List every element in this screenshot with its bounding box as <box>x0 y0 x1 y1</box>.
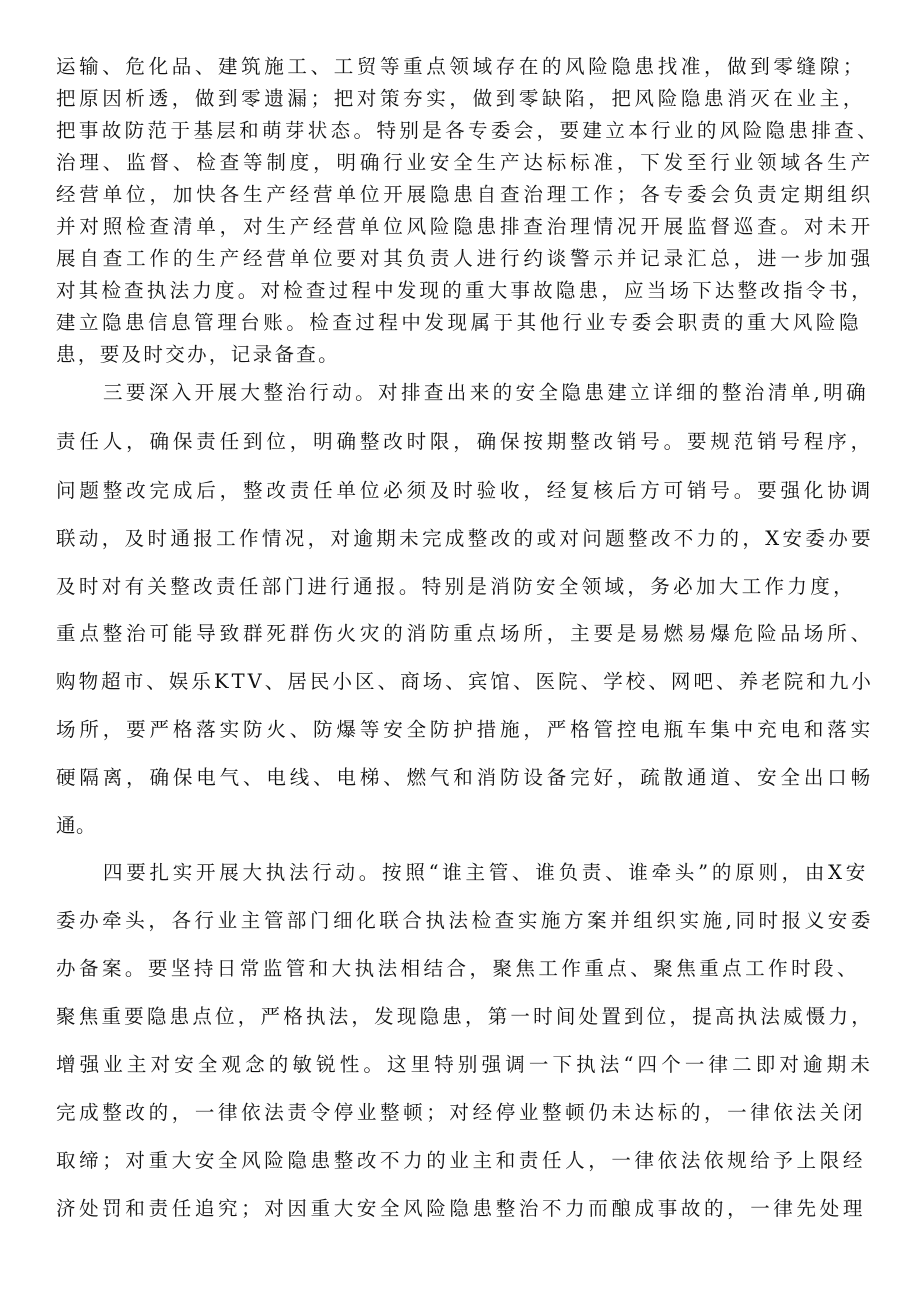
text-line: 联动，及时通报工作情况，对逾期未完成整改的或对问题整改不力的，X安委办要 <box>56 527 874 550</box>
text-line: 完成整改的，一律依法责令停业整顿；对经停业整顿仍未达标的，一律依法关闭 <box>56 1101 866 1124</box>
text-line: 患，要及时交办，记录备查。 <box>56 343 340 366</box>
text-line: 四要扎实开展大执法行动。按照“谁主管、谁负责、谁牵头”的原则，由X安 <box>103 861 869 884</box>
text-line: 委办牵头，各行业主管部门细化联合执法检查实施方案并组织实施,同时报义安委 <box>56 909 874 932</box>
text-line: 办备案。要坚持日常监管和大执法相结合，聚焦工作重点、聚焦重点工作时段、 <box>56 957 860 980</box>
text-line: 购物超市、娱乐KTV、居民小区、商场、宾馆、医院、学校、网吧、养老院和九小 <box>56 670 874 693</box>
text-line: 对其检查执法力度。对检查过程中发现的重大事故隐患，应当场下达整改指令书， <box>56 279 874 302</box>
text-line: 增强业主对安全观念的敏锐性。这里特别强调一下执法“四个一律二即对逾期未 <box>56 1053 874 1076</box>
text-line: 重点整治可能导致群死群伤火灾的消防重点场所，主要是易燃易爆危险品场所、 <box>56 622 874 645</box>
text-line: 运输、危化品、建筑施工、工贸等重点领域存在的风险隐患找准，做到零缝隙； <box>56 55 866 78</box>
text-line: 及时对有关整改责任部门进行通报。特别是消防安全领域，务必加大工作力度， <box>56 575 856 598</box>
text-line: 治理、监督、检查等制度，明确行业安全生产达标标准，下发至行业领域各生产 <box>56 151 874 174</box>
text-line: 建立隐患信息管理台账。检查过程中发现属于其他行业专委会职责的重大风险隐 <box>56 311 862 334</box>
text-line: 并对照检查清单，对生产经营单位风险隐患排查治理情况开展监督巡查。对未开 <box>56 215 874 238</box>
text-line: 把原因析透，做到零遗漏；把对策夯实，做到零缺陷，把风险隐患消灭在业主， <box>56 87 866 110</box>
text-line: 场所，要严格落实防火、防爆等安全防护措施，严格管控电瓶车集中充电和落实 <box>56 718 874 741</box>
text-line: 责任人，确保责任到位，明确整改时限，确保按期整改销号。要规范销号程序， <box>56 430 874 453</box>
text-line: 展自查工作的生产经营单位要对其负责人进行约谈警示并记录汇总，进一步加强 <box>56 247 874 270</box>
text-line: 把事故防范于基层和萌芽状态。特别是各专委会，要建立本行业的风险隐患排查、 <box>56 119 880 142</box>
text-line: 济处罚和责任追究；对因重大安全风险隐患整治不力而酿成事故的，一律先处理 <box>56 1197 866 1220</box>
text-line: 经营单位，加快各生产经营单位开展隐患自查治理工作；各专委会负责定期组织 <box>56 183 874 206</box>
text-line: 三要深入开展大整治行动。对排查出来的安全隐患建立详细的整治清单,明确 <box>103 381 869 404</box>
text-line: 聚焦重要隐患点位，严格执法，发现隐患，第一时间处置到位，提高执法威慑力， <box>56 1005 874 1028</box>
text-line: 通。 <box>56 814 96 837</box>
text-line: 硬隔离，确保电气、电线、电梯、燃气和消防设备完好，疏散通道、安全出口畅 <box>56 766 874 789</box>
text-line: 问题整改完成后，整改责任单位必须及时验收，经复核后方可销号。要强化协调 <box>56 479 874 502</box>
text-line: 取缔；对重大安全风险隐患整改不力的业主和责任人，一律依法依规给予上限经 <box>56 1149 866 1172</box>
